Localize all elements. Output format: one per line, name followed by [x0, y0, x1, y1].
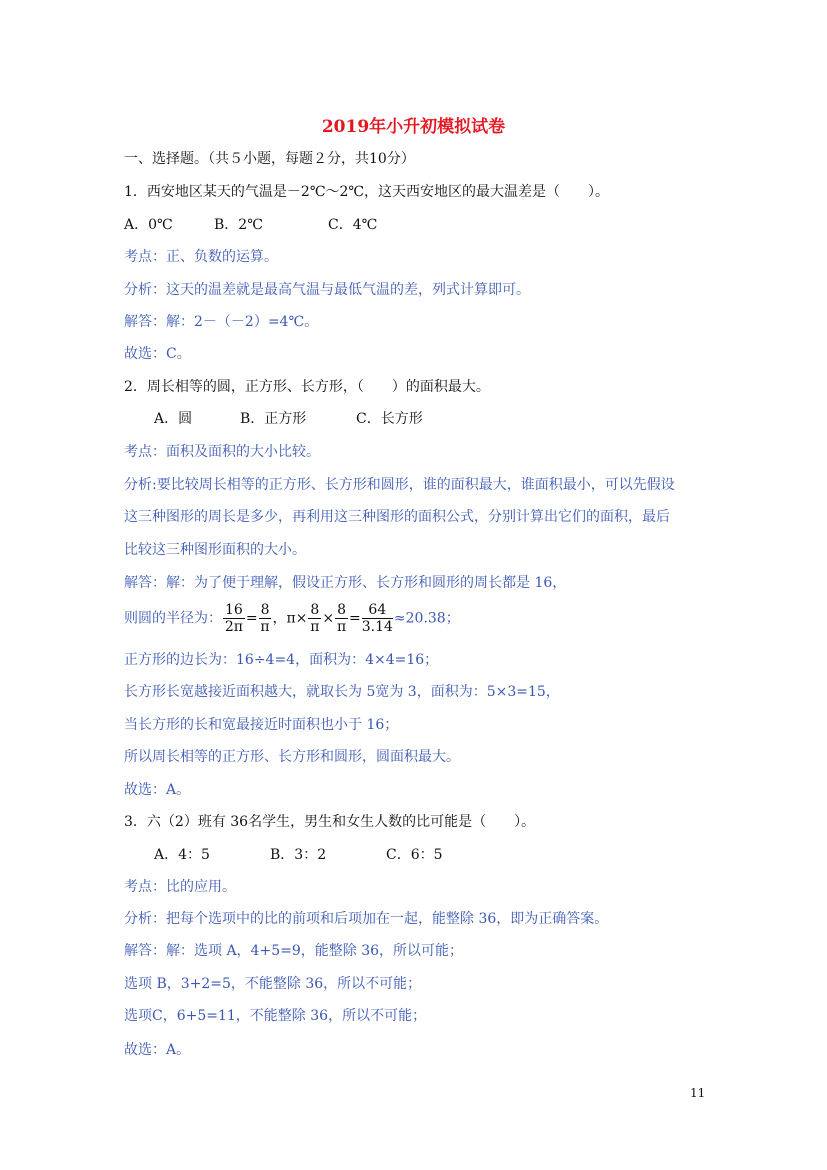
fraction-denominator: 3.14 [361, 619, 393, 635]
q3-jieda-line-3: 选项C，6+5=11，不能整除 36，所以不可能； [124, 1008, 427, 1024]
q1-options [124, 216, 377, 234]
q2-option-b: B．正方形 [240, 411, 307, 427]
fraction-8-over-pi [259, 602, 272, 635]
q2-answer: 故选：A。 [124, 782, 191, 798]
fraction-16-over-2pi [223, 602, 245, 635]
fraction-numerator: 16 [225, 602, 243, 618]
fraction-denominator: π [260, 619, 270, 635]
q2-radius-prefix: 则圆的半径为： [124, 610, 222, 627]
approx-result: ≈20.38； [393, 610, 460, 627]
q2-fenxi-line-2: 这三种图形的周长是多少，再利用这三种图形的面积公式，分别计算出它们的面积，最后 [124, 509, 670, 525]
fraction-numerator: 64 [362, 602, 393, 619]
equals-sign: = [245, 610, 258, 627]
q3-option-c: C．6：5 [386, 847, 443, 863]
q1-option-a: A．0℃ [124, 217, 173, 233]
page-number: 11 [690, 1086, 706, 1100]
q1-option-c: C．4℃ [328, 217, 378, 233]
fraction-64-over-3-14 [362, 602, 393, 635]
fraction-denominator: 2π [224, 619, 243, 635]
fraction-numerator: 8 [337, 602, 346, 618]
q3-stem: 3．六（2）班有 36名学生，男生和女生人数的比可能是（ ）。 [124, 814, 536, 830]
q3-options [154, 846, 443, 864]
q2-option-c: C．长方形 [356, 411, 423, 427]
q2-line-conclusion: 所以周长相等的正方形、长方形和圆形，圆面积最大。 [124, 749, 460, 765]
q2-option-a: A．圆 [154, 411, 193, 427]
fraction-denominator: π [310, 619, 320, 635]
q1-fenxi: 分析：这天的温差就是最高气温与最低气温的差，列式计算即可。 [124, 282, 530, 298]
q3-option-b: B．3：2 [270, 847, 327, 863]
q1-kaodian: 考点：正、负数的运算。 [124, 249, 278, 265]
times-sign: × [322, 610, 335, 627]
q2-line-closest: 当长方形的长和宽最接近时面积也小于 16； [124, 717, 399, 733]
q2-line-rectangle: 长方形长宽越接近面积越大，就取长为 5宽为 3，面积为：5×3=15， [124, 684, 560, 700]
section-heading: 一、选择题。（共５小题，每题２分，共10分） [124, 151, 415, 167]
fraction-8-over-pi [308, 602, 321, 635]
fraction-numerator: 8 [310, 602, 320, 618]
q3-jieda-line-1: 解答：解：选项 A，4+5=9，能整除 36，所以可能； [124, 943, 464, 959]
q2-fenxi-line-3: 比较这三种图形面积的大小。 [124, 542, 306, 558]
q3-kaodian: 考点：比的应用。 [124, 879, 236, 895]
q1-option-b: B．2℃ [214, 217, 263, 233]
q2-kaodian: 考点：面积及面积的大小比较。 [124, 444, 320, 460]
q1-jieda: 解答：解：2－（－2）=4℃。 [124, 314, 319, 330]
equals-sign: = [349, 610, 361, 627]
q1-stem: 1．西安地区某天的气温是－2℃～2℃，这天西安地区的最大温差是（ ）。 [124, 184, 610, 200]
fraction-8-over-pi [335, 602, 348, 635]
q2-line-square: 正方形的边长为：16÷4=4，面积为：4×4=16； [124, 652, 439, 668]
pi-times: ，π× [272, 610, 308, 627]
q2-jieda: 解答：解：为了便于理解，假设正方形、长方形和圆形的周长都是 16， [124, 575, 567, 591]
q3-option-a: A．4：5 [154, 847, 210, 863]
fraction-denominator: π [336, 619, 347, 635]
q3-answer: 故选：A。 [124, 1042, 191, 1058]
q3-jieda-line-2: 选项 B，3+2=5，不能整除 36，所以不可能； [124, 976, 422, 992]
q2-options [154, 410, 423, 428]
q1-answer: 故选：C。 [124, 346, 191, 362]
q2-radius-formula [124, 602, 460, 635]
page-title: 2019年小升初模拟试卷 [321, 117, 506, 137]
q2-fenxi-line-1: 分析:要比较周长相等的正方形、长方形和圆形，谁的面积最大，谁面积最小，可以先假设 [124, 477, 675, 493]
q3-fenxi: 分析：把每个选项中的比的前项和后项加在一起，能整除 36，即为正确答案。 [124, 911, 609, 927]
q2-stem: 2．周长相等的圆，正方形、长方形，（ ）的面积最大。 [124, 379, 490, 395]
fraction-numerator: 8 [260, 602, 270, 618]
